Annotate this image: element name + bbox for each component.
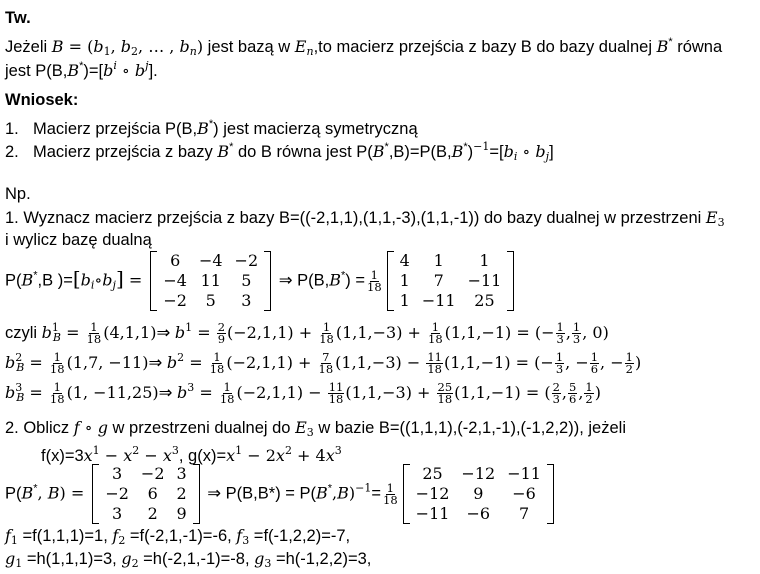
example-heading: Np. bbox=[5, 185, 31, 203]
matrix-gram: 6 −4 −2 −4 11 5 −2 5 3 bbox=[150, 251, 271, 311]
corollary-item-1: 1. Macierz przejścia P(B,B*) jest macierzą symetryczną bbox=[5, 118, 418, 138]
matrix-line-1: P(B*,B )$=[b_i\circ b_j]$ = 6 −4 −2 −4 11 5 −2 5 3 ⇒ P(B,B*) = $\frac{1}{18}$ 4 1 1 1 7 −11 1 −11 25 bbox=[5, 251, 517, 311]
corollary-heading: Wniosek: bbox=[5, 91, 79, 109]
example-1-line-1: 1. Wyznacz macierz przejścia z bazy B=((-2,1,1),(1,1,-3),(1,1,-1)) do bazy dualnej w przestrzeni $E_3$ bbox=[5, 208, 725, 229]
matrix-transition: 4 1 1 1 7 −11 1 −11 25 bbox=[387, 251, 515, 311]
theorem-heading: Tw. bbox=[5, 9, 31, 27]
matrix-example-2: 3 −2 3 −2 6 2 3 2 9 bbox=[92, 464, 199, 524]
g-values-line: $g_1 =h(1,1,1)=3$, $g_2 =h(-2,1,-1)=-8$, $g_3 =h(-1,2,2)=3$, bbox=[5, 549, 372, 570]
corollary-item-2: 2. Macierz przejścia z bazy B* do B równa jest $P(B^*,B)=P(B,B^*)^{-1}=[b_i$ ∘ $b_j$] bbox=[5, 140, 554, 163]
matrix-example-2-inverse: 25 −12 −11 −12 9 −6 −11 −6 7 bbox=[403, 464, 554, 524]
dual-basis-line-2: $b^2_B$ = $\frac{1}{18}$ (1,7, −11)⇒ $b^2$ = $\frac{1}{18}$ (−2,1,1) + $\frac{7}{18}$ (1,1,−3) − $\frac{11}{18}$ (1,1,−1) = (− $\frac{1}{3}$ , − $\frac{1}{6}$ , − $\frac{1}{2}$ ) bbox=[5, 350, 642, 377]
document-page bbox=[5, 0, 755, 570]
matrix-line-2: P(B*, B) = 3 −2 3 −2 6 2 3 2 9 ⇒ $P(B,B*) = P(B^*,B)^{-1}=$ $\frac{1}{18}$ 25 −12 −11 −12 9 −6 −11 −6 7 bbox=[5, 464, 557, 524]
example-2-line-1: 2. Oblicz f ∘ g w przestrzeni dualnej do $E_3$ w bazie B=((1,1,1),(-2,1,-1),(-1,2,2)), jeżeli bbox=[5, 418, 626, 439]
example-1-line-2: i wylicz bazę dualną bbox=[5, 231, 152, 249]
f-values-line: $f_1 =f(1,1,1)=1$, $f_2 =f(-2,1,-1)=-6$, $f_3 =f(-1,2,2)=-7$, bbox=[5, 526, 351, 547]
dual-basis-line-3: $b^3_B$ = $\frac{1}{18}$ (1, −11,25)⇒ $b^3$ = $\frac{1}{18}$ (−2,1,1) − $\frac{11}{18}$ (1,1,−3) + $\frac{25}{18}$ (1,1,−1) = ( $\frac{2}{3}$ , $\frac{5}{6}$ , $\frac{1}{2}$ ) bbox=[5, 380, 601, 407]
theorem-line-2: jest $P(B,B^*)=[b^i$ ∘ $b^j$]. bbox=[5, 59, 158, 80]
dual-basis-line-1: czyli $b^1_B$ = $\frac{1}{18}$ (4,1,1)⇒ $b^1$ = $\frac{2}{9}$ (−2,1,1) + $\frac{1}{18}$ (1,1,−3) + $\frac{1}{18}$ (1,1,−1) = (− $\frac{1}{3}$ , $\frac{1}{3}$ , 0) bbox=[5, 320, 609, 347]
theorem-line-1: Jeżeli $B = (b_1$, $b_2$, … , $b_n$) jest bazą w $E_n,to$ macierz przejścia z bazy B do bazy dualnej B* równa bbox=[5, 36, 723, 58]
example-2-functions: $f(x)=3x^1 - x^2 - x^3$, $g(x)=x^1 - 2x^2 + 4x^3$ bbox=[41, 444, 342, 465]
